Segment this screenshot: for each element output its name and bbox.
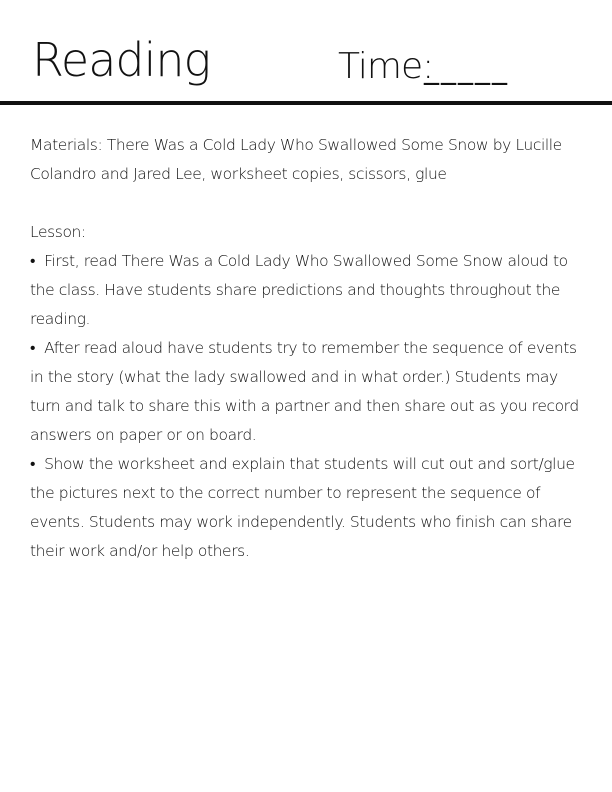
page-title: Reading [32, 33, 211, 87]
lesson-step-1: • First, read There Was a Cold Lady Who Swallowed Some Snow aloud to the class. Have students share predictions and thoughts throughout the reading. [30, 247, 582, 334]
header-divider [0, 101, 612, 105]
lesson-content [30, 131, 582, 566]
page-header [0, 0, 612, 104]
lesson-label: Lesson: [30, 223, 86, 241]
spacer [30, 189, 582, 218]
lesson-step-3: • Show the worksheet and explain that students will cut out and sort/glue the pictures next to the correct number to represent the sequence of events. Students may work independently. Students who finish can share their work and/or help others. [30, 450, 582, 566]
materials-text: Materials: There Was a Cold Lady Who Swallowed Some Snow by Lucille Colandro and Jared Lee, worksheet copies, scissors, glue [30, 136, 562, 183]
time-label: Time: [338, 46, 434, 87]
lesson-step-2: • After read aloud have students try to remember the sequence of events in the story (what the lady swallowed and in what order.) Students may turn and talk to share this with a partner and then share out as you record answers on paper or on board. [30, 334, 582, 450]
time-blank-line: _____ [424, 51, 509, 86]
